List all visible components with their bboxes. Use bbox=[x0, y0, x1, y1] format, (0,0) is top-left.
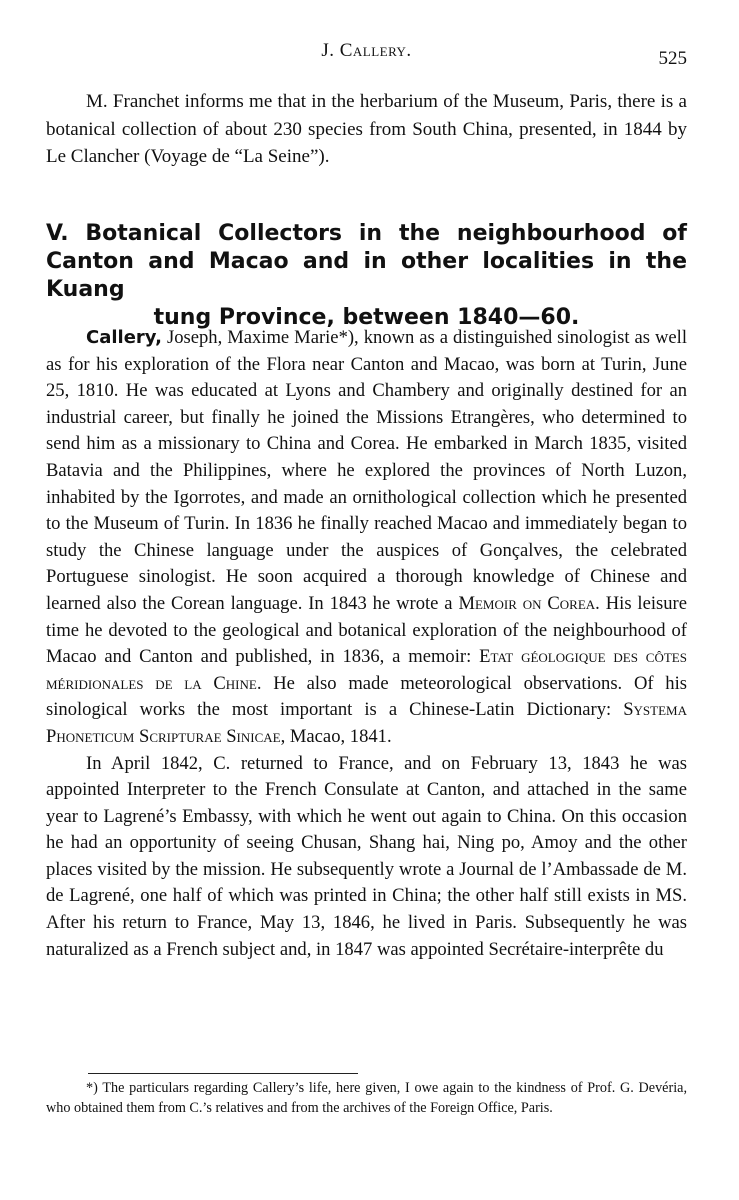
work-title-memoir: Memoir on Corea. bbox=[458, 592, 600, 614]
paragraph-callery-biography bbox=[46, 325, 687, 751]
work-title-etat-geologique: Etat géologique des côtes méridionales de la Chine. bbox=[46, 646, 687, 694]
page-number: 525 bbox=[658, 48, 687, 69]
entry-name: Callery, bbox=[86, 327, 162, 348]
section-heading-main: V. Botanical Collectors in the neighbourhood of Canton and Macao and in other localities in the Kuang bbox=[46, 221, 687, 302]
intro-paragraph: M. Franchet informs me that in the herbarium of the Museum, Paris, there is a botanical collection of about 230 species from South China, presented, in 1844 by Le Clancher (Voyage de “La Seine”). bbox=[46, 91, 687, 167]
footnote-text: *) The particulars regarding Callery’s life, here given, I owe again to the kindness of Prof. G. Devéria, who obtained them from C.’s relatives and from the archives of the Foreign Office, Paris. bbox=[46, 1080, 687, 1116]
section-heading-last-line: tung Province, between 1840—60. bbox=[153, 305, 580, 330]
work-title-systema: Systema Phoneticum Scripturae Sinicae, bbox=[46, 699, 687, 747]
footnote-section bbox=[46, 1078, 687, 1118]
paragraph1-text-3: He also made meteorological observations. Of his sinological works the most important is a Chinese-Latin Dictionary: bbox=[46, 672, 687, 721]
body-text bbox=[46, 325, 687, 963]
paragraph1-text-1: Joseph, Maxime Marie*), known as a distinguished sinologist as well as for his exploration of the Flora near Canton and Macao, was born at Turin, June 25, 1810. He was educated at Lyons and Chambery and originally destined for an industrial career, but finally he joined the Missions Etrangères, who determined to send him as a missionary to China and Corea. He embarked in March 1835, visited Batavia and the Philippines, where he explored the provinces of North Luzon, inhabited by the Igorrotes, and made an ornithological collection which he presented to the Museum of Turin. In 1836 he finally reached Macao and immediately began to study the Chinese language under the auspices of Gonçalves, the celebrated Portuguese sinologist. He soon acquired a thorough knowledge of Chinese and learned also the Corean language. In 1843 he wrote a bbox=[46, 327, 687, 614]
running-head-author: J. Callery. bbox=[321, 40, 412, 61]
footnote-divider bbox=[88, 1073, 358, 1074]
paragraph1-text-2: His leisure time he devoted to the geological and botanical exploration of the neighbourhood of Macao and Canton and published, in 1836, a memoir: bbox=[46, 592, 687, 668]
paragraph-return-to-france: In April 1842, C. returned to France, and on February 13, 1843 he was appointed Interpreter to the French Consulate at Canton, and attached in the same year to Lagrené’s Embassy, with which he went out again to China. On this occasion he had an opportunity of seeing Chusan, Shang hai, Ning po, Amoy and the other places visited by the mission. He subsequently wrote a Journal de l’Ambassade de M. de Lagrené, one half of which was printed in China; the other half still exists in MS. After his return to France, May 13, 1846, he lived in Paris. Subsequently he was naturalized as a French subject and, in 1847 was appointed Secrétaire-interprête du bbox=[46, 752, 687, 960]
paragraph1-text-4: Macao, 1841. bbox=[285, 725, 392, 747]
section-heading bbox=[46, 220, 687, 332]
intro-section bbox=[46, 88, 687, 171]
running-header bbox=[46, 40, 687, 68]
